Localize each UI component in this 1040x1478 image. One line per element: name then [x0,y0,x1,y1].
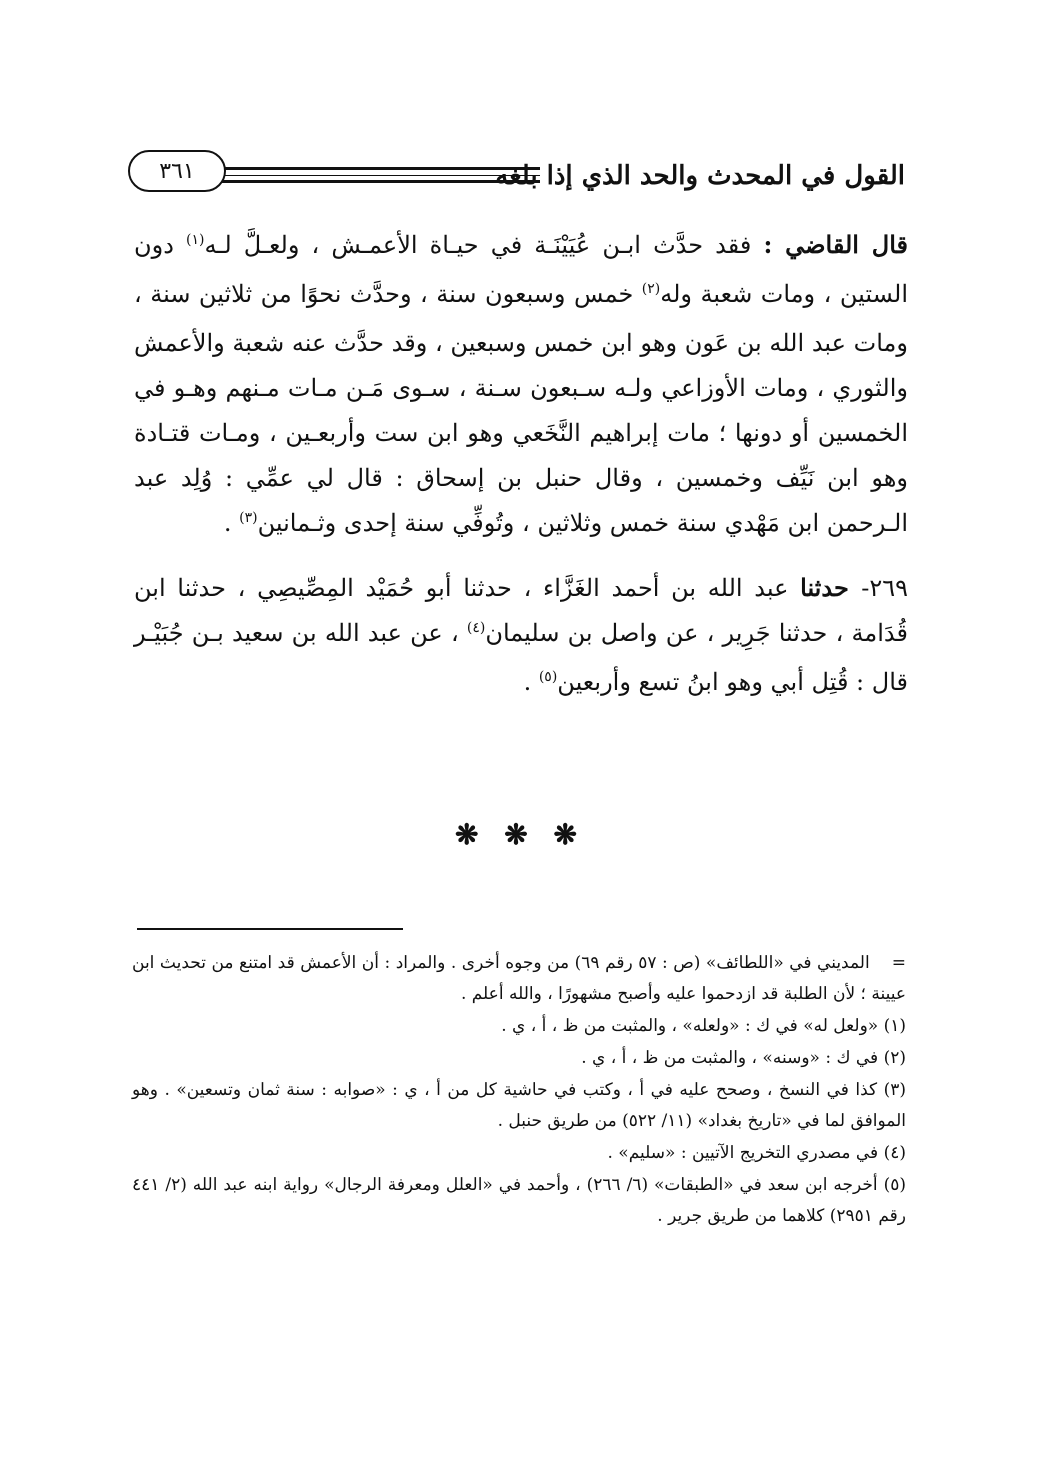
running-header-title: القول في المحدث والحد الذي إذا بلغه [495,161,905,191]
footnote-1: (١) «ولعل له» في ك : «ولعله» ، والمثبت من ظ ، أ ، ي . [501,1016,906,1036]
footnote-ref-5: (٥) [538,669,558,685]
footnote-5: (٥) أخرجه ابن سعد في «الطبقات» (٦/ ٢٦٦) ، وأحمد في «العلل ومعرفة الرجال» رواية ابنه عبد الله (٢/ ٤٤١ رقم ٢٩٥١) كلاهما من طريق جرير . [132,1175,906,1226]
page-number-badge: ٣٦١ [128,150,226,192]
paragraph-qadi-statement: قال القاضي : فقد حدَّث ابـن عُيَيْنَـة في حيـاة الأعمـش ، ولعـلَّ لـه$^{(١)}$ دون الستين ، ومات شعبة وله$^{(٢)}$ خمس وسبعون سنة ، وحدَّث نحوًا من ثلاثين سنة ، ومات عبد الله بن عَون وهو ابن خمس وسبعين ، وقد حدَّث عنه شعبة والأعمش والثوري ، ومات الأوزاعي ولـه سـبعون سـنة ، سـوى مَـن مـات مـنهم وهـو في الخمسين أو دونها ؛ مات إبراهيم النَّخَعي وهو ابن ست وأربعـين ، ومـات قتـادة وهو ابن نَيِّف وخمسين ، وقال حنبل بن إسحاق : قال لي عمِّي : وُلِد عبد الـرحمن ابن مَهْدي سنة خمس وثلاثين ، وتُوفِّي سنة إحدى وثـمانين$^{(٣)}$ . [134,230,909,537]
footnote-ref-3: (٣) [239,510,258,526]
footnote-ref-2: (٢) [641,281,661,297]
footnote-ref-4: (٤) [466,620,486,636]
footnotes [132,948,906,1233]
footnote-4: (٤) في مصدري التخريج الآتيين : «سليم» . [607,1143,906,1163]
footnote-2: (٢) في ك : «وسنه» ، والمثبت من ظ ، أ ، ي . [581,1048,906,1068]
footnote-continuation: = المديني في «اللطائف» (ص : ٥٧ رقم ٦٩) من وجوه أخرى . والمراد : أن الأعمش قد امتنع من تحديث ابن عيينة ؛ لأن الطلبة قد ازدحموا عليه وأصبح مشهورًا ، والله أعلم . [132,953,906,1004]
hadith-number: ٢٦٩- [861,574,908,602]
section-separator: ❋ ❋ ❋ [455,818,585,851]
haddathana-lead: حدثنا [800,573,862,602]
main-text [134,222,908,709]
header-ornamental-rule [200,163,540,187]
paragraph-hadith-269: ٢٦٩- حدثنا عبد الله بن أحمد الغَزَّاء ، حدثنا أبو حُمَيْد المِصِّيصِي ، حدثنا ابن قُدَامة ، حدثنا جَرِير ، عن واصل بن سليمان$^{(٤)}$ ، عن عبد الله بن سعيد بـن جُبَيْـر قال : قُتِل أبي وهو ابنُ تسع وأربعين$^{(٥)}$ . [134,573,908,696]
footnote-divider [137,928,403,930]
footnote-3: (٣) كذا في النسخ ، وصحح عليه في أ ، وكتب في حاشية كل من أ ، ي : «صوابه : سنة ثمان وتسعين» . وهو الموافق لما في «تاريخ بغداد» (١١/ ٥٢٢) من طريق حنبل . [132,1080,906,1131]
footnote-ref-1: (١) [186,232,205,248]
speaker-lead: قال القاضي : [763,230,909,259]
